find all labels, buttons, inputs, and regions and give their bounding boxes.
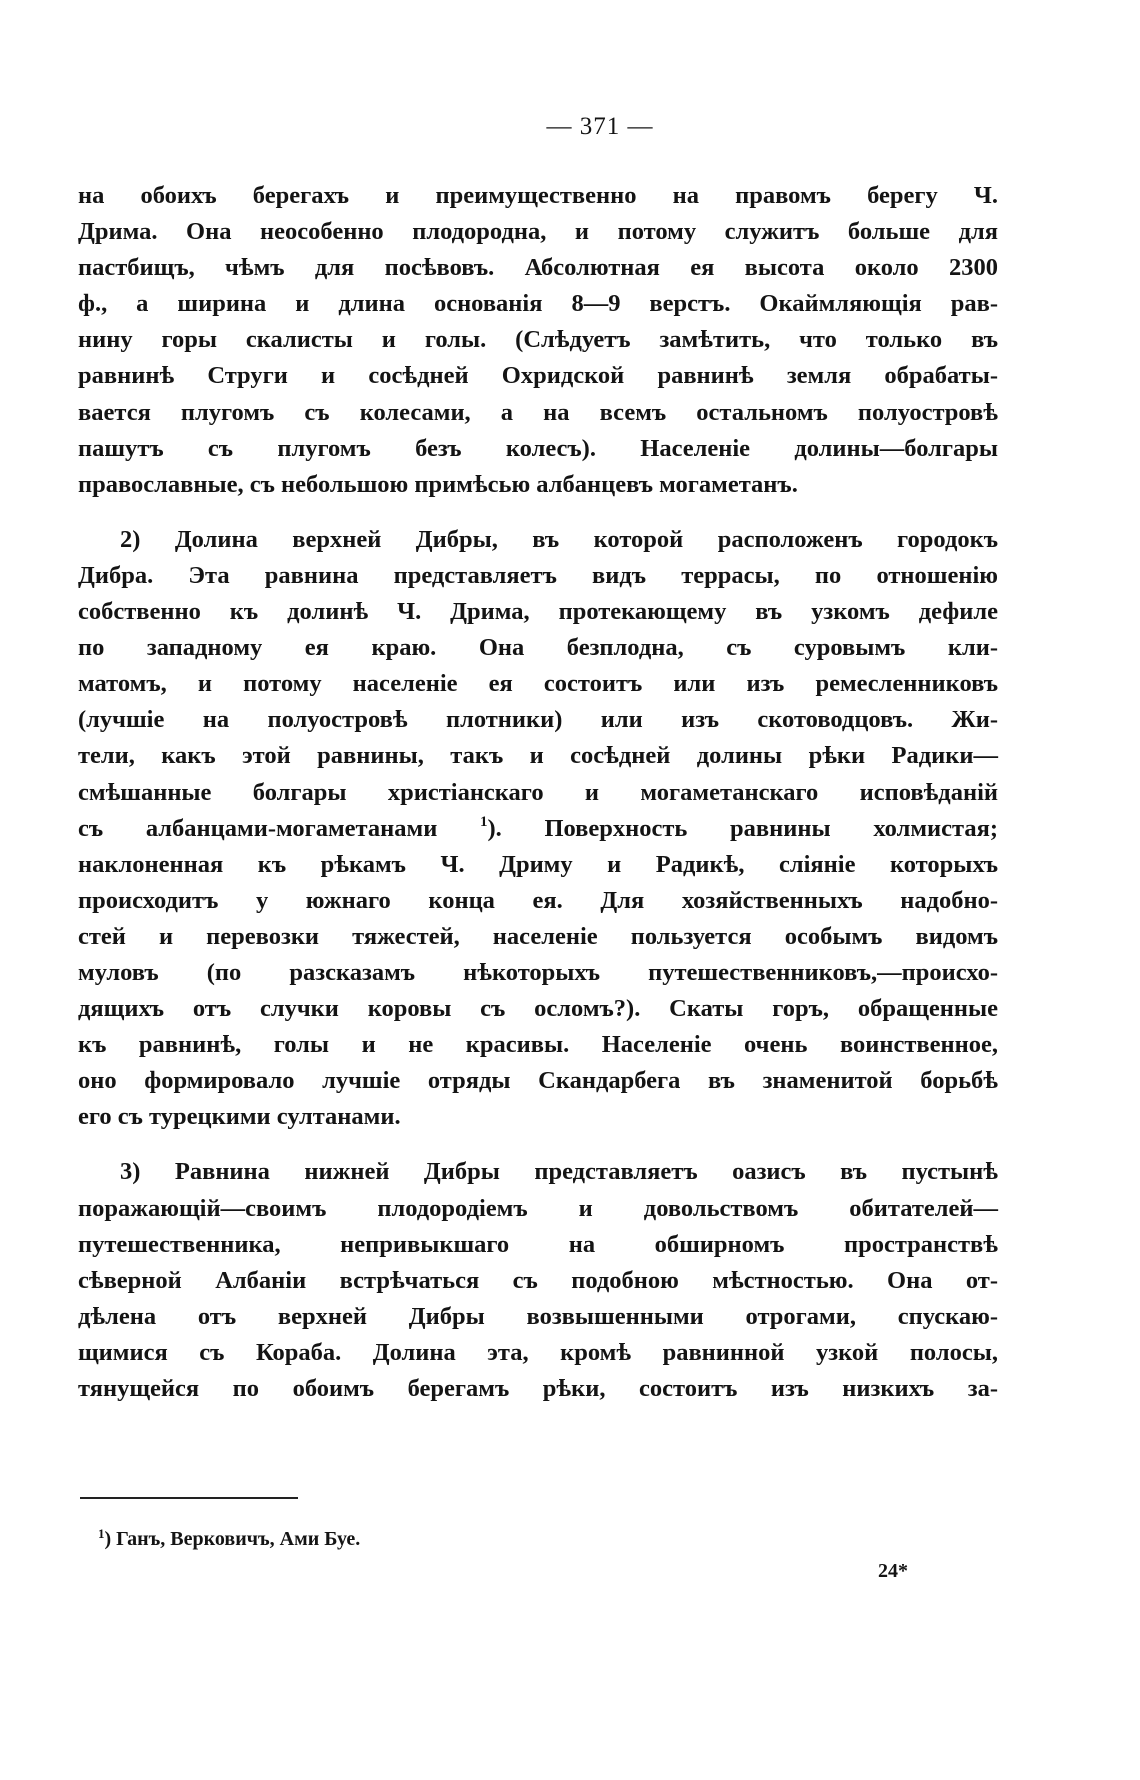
text-line: равнинѣ Струги и сосѣдней Охридской равнинѣ земля обрабаты-: [78, 362, 998, 390]
footnote: [98, 1528, 360, 1551]
text-line: оно формировало лучшіе отряды Скандарбега въ знаменитой борьбѣ: [78, 1067, 998, 1095]
text-line: 2) Долина верхней Дибры, въ которой расположенъ городокъ: [120, 525, 998, 553]
text-line: на обоихъ берегахъ и преимущественно на правомъ берегу Ч.: [78, 182, 998, 209]
text-line: тели, какъ этой равнины, такъ и сосѣдней долины рѣки Радики—: [78, 742, 998, 770]
body-text: [78, 178, 998, 1407]
text-line: дящихъ отъ случки коровы съ осломъ?). Скаты горъ, обращенные: [78, 995, 998, 1023]
text-line: ф., а ширина и длина основанія 8—9 верстъ. Окаймляющія рав-: [78, 290, 998, 318]
text-line: поражающій—своимъ плодородіемъ и довольствомъ обитателей—: [78, 1194, 998, 1222]
text-line: нину горы скалисты и голы. (Слѣдуетъ замѣтить, что только въ: [78, 326, 998, 354]
text-line: Дрима. Она неособенно плодородна, и потому служитъ больше для: [78, 218, 998, 246]
text-line: къ равнинѣ, голы и не красивы. Населеніе очень воинственное,: [78, 1031, 998, 1059]
text-line: (лучшіе на полуостровѣ плотники) или изъ скотоводцовъ. Жи-: [78, 706, 998, 734]
text-line: стей и перевозки тяжестей, населеніе пользуется особымъ видомъ: [78, 922, 998, 950]
footnote-reference: 1: [480, 813, 488, 830]
text-line: путешественника, непривыкшаго на обширномъ пространствѣ: [78, 1230, 998, 1258]
page-number: — 371 —: [546, 113, 654, 140]
text-line: вается плугомъ съ колесами, а на всемъ остальномъ полуостровѣ: [78, 398, 998, 426]
footnote-marker: 1: [98, 1526, 105, 1541]
text-line: 3) Равнина нижней Дибры представляетъ оазисъ въ пустынѣ: [120, 1158, 998, 1186]
text-line: пашутъ съ плугомъ безъ колесъ). Населеніе долины—болгары: [78, 434, 998, 462]
text-line: дѣлена отъ верхней Дибры возвышенными отрогами, спускаю-: [78, 1302, 998, 1330]
text-line: православные, съ небольшою примѣсью албанцевъ могаметанъ.: [78, 470, 798, 498]
text-line: собственно къ долинѣ Ч. Дрима, протекающему въ узкомъ дефиле: [78, 598, 998, 626]
text-line: пастбищъ, чѣмъ для посѣвовъ. Абсолютная ея высота около 2300: [78, 254, 998, 282]
footnote-divider: [80, 1497, 298, 1499]
text-line: его съ турецкими султанами.: [78, 1103, 401, 1131]
paragraph-3: [78, 1154, 998, 1407]
text-line: Дибра. Эта равнина представляетъ видъ террасы, по отношенію: [78, 561, 998, 589]
text-line: по западному ея краю. Она безплодна, съ суровымъ кли-: [78, 634, 998, 662]
text-span: съ албанцами-могаметанами: [78, 814, 438, 842]
text-line: сѣверной Албаніи встрѣчаться съ подобною мѣстностью. Она от-: [78, 1266, 998, 1294]
text-line: муловъ (по разсказамъ нѣкоторыхъ путешественниковъ,—происхо-: [78, 958, 998, 986]
text-line: тянущейся по обоимъ берегамъ рѣки, состоитъ изъ низкихъ за-: [78, 1375, 998, 1402]
text-line: матомъ, и потому населеніе ея состоитъ или изъ ремесленниковъ: [78, 670, 998, 698]
text-line-with-footnote: [78, 811, 998, 847]
text-line: наклоненная къ рѣкамъ Ч. Дриму и Радикѣ, сліяніе которыхъ: [78, 850, 998, 878]
paragraph-2: [78, 522, 998, 1136]
text-line: происходитъ у южнаго конца ея. Для хозяйственныхъ надобно-: [78, 886, 998, 914]
text-span: ). Поверхность равнины холмистая;: [487, 814, 998, 842]
footnote-text: ) Ганъ, Верковичъ, Ами Буе.: [104, 1528, 361, 1550]
text-line: щимися съ Кораба. Долина эта, кромѣ равнинной узкой полосы,: [78, 1338, 998, 1366]
text-line: смѣшанные болгары христіанскаго и могаметанскаго исповѣданій: [78, 778, 998, 806]
paragraph-1: [78, 178, 998, 503]
signature-mark: 24*: [878, 1560, 908, 1582]
